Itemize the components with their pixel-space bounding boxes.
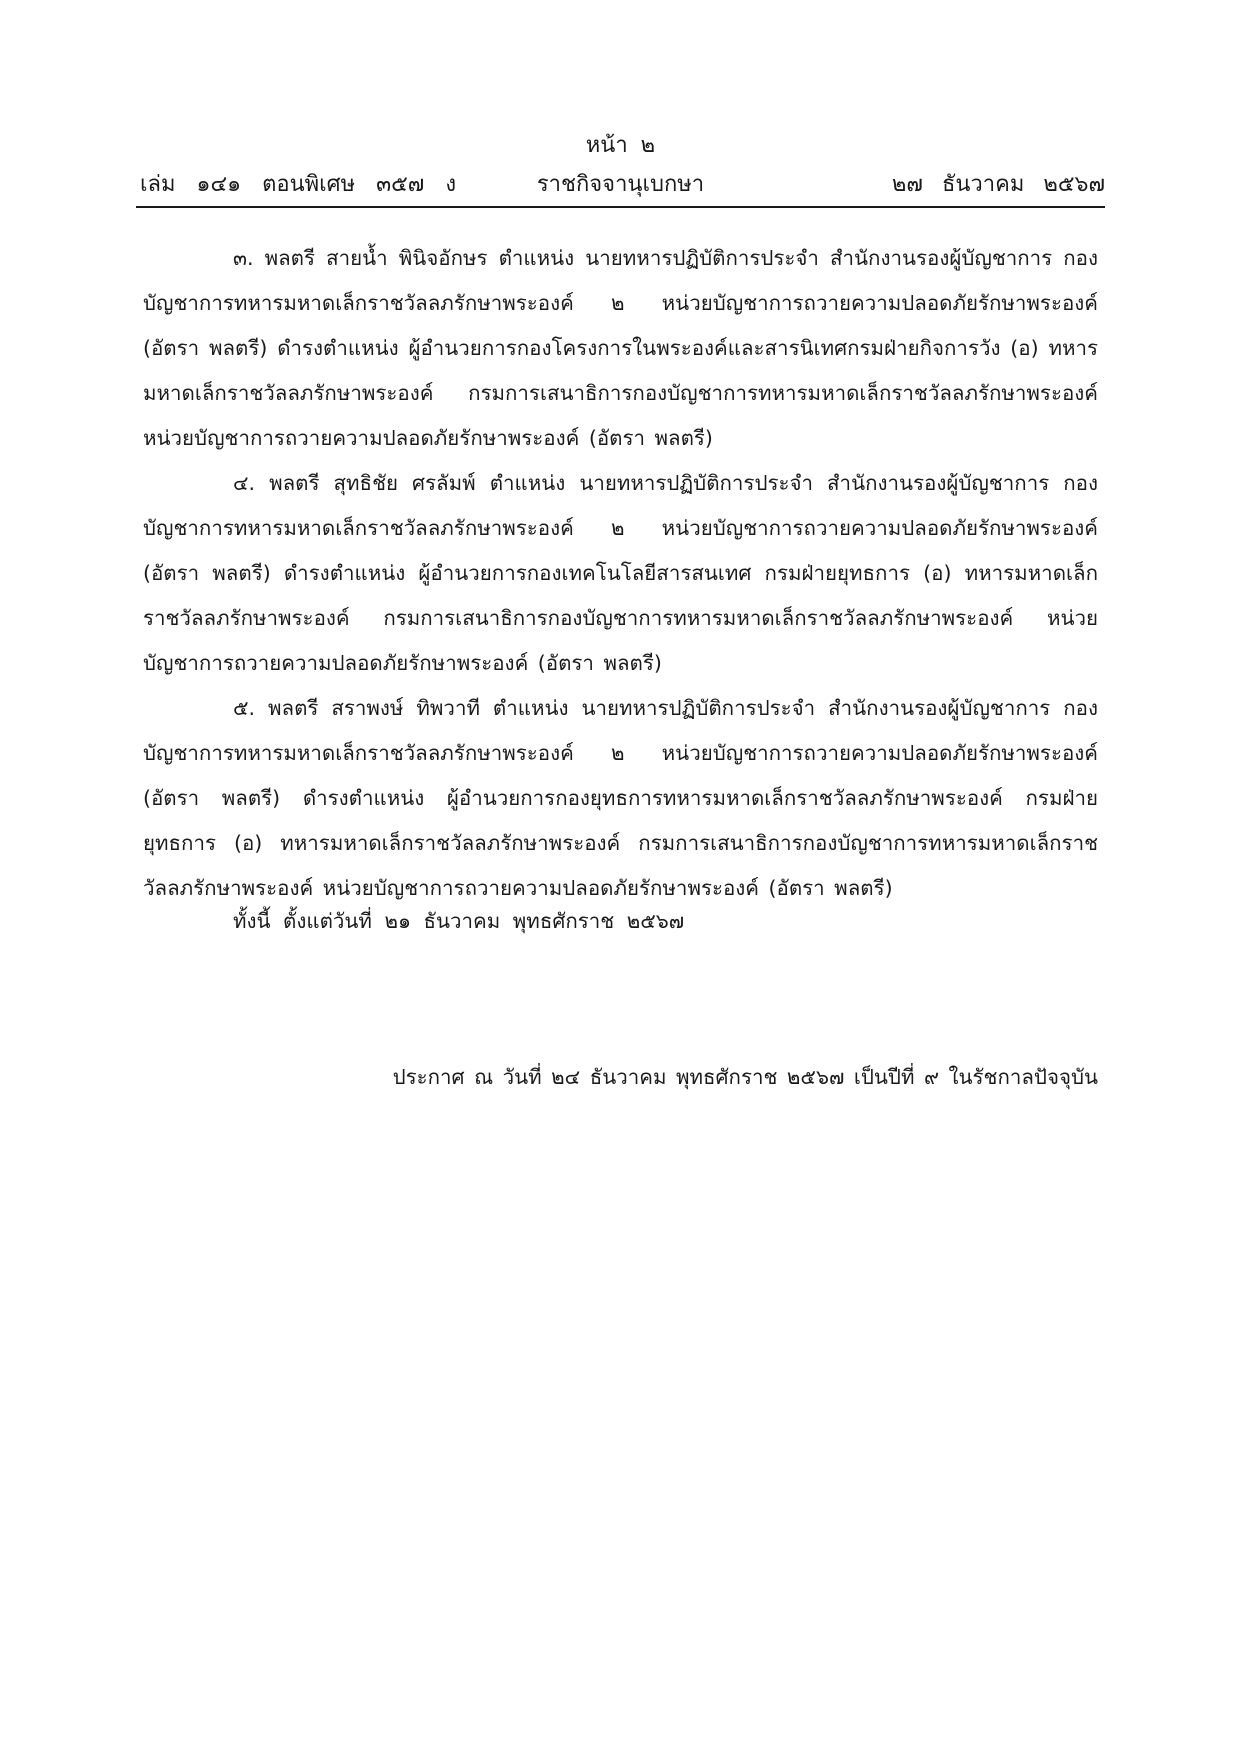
effective-date: ทั้งนี้ ตั้งแต่วันที่ ๒๑ ธันวาคม พุทธศักราช ๒๕๖๗ (233, 909, 685, 933)
appointment-item-5: ๕. พลตรี สราพงษ์ ทิพวาที ตำแหน่ง นายทหารปฏิบัติการประจำ สำนักงานรองผู้บัญชาการ กองบัญชาการทหารมหาดเล็กราชวัลลภรักษาพระองค์ ๒ หน่วยบัญชาการถวายความปลอดภัยรักษาพระองค์ (อัตรา พลตรี) ดำรงตำแหน่ง ผู้อำนวยการกองยุทธการทหารมหาดเล็กราชวัลลภรักษาพระองค์ กรมฝ่ายยุทธการ (อ) ทหารมหาดเล็กราชวัลลภรักษาพระองค์ กรมการเสนาธิการกองบัญชาการทหารมหาดเล็กราชวัลลภรักษาพระองค์ หน่วยบัญชาการถวายความปลอดภัยรักษาพระองค์ (อัตรา พลตรี) (143, 696, 1098, 900)
publication-title: ราชกิจจานุเบกษา (536, 172, 705, 197)
page-number: หน้า ๒ (585, 133, 656, 158)
document-body (143, 236, 1098, 937)
appointment-item-3: ๓. พลตรี สายน้ำ พินิจอักษร ตำแหน่ง นายทหารปฏิบัติการประจำ สำนักงานรองผู้บัญชาการ กองบัญชาการทหารมหาดเล็กราชวัลลภรักษาพระองค์ ๒ หน่วยบัญชาการถวายความปลอดภัยรักษาพระองค์ (อัตรา พลตรี) ดำรงตำแหน่ง ผู้อำนวยการกองโครงการในพระองค์และสารนิเทศกรมฝ่ายกิจการวัง (อ) ทหารมหาดเล็กราชวัลลภรักษาพระองค์ กรมการเสนาธิการกองบัญชาการทหารมหาดเล็กราชวัลลภรักษาพระองค์ หน่วยบัญชาการถวายความปลอดภัยรักษาพระองค์ (อัตรา พลตรี) (143, 246, 1098, 450)
announcement-line: ประกาศ ณ วันที่ ๒๔ ธันวาคม พุทธศักราช ๒๕๖๗ เป็นปีที่ ๙ ในรัชกาลปัจจุบัน (392, 1065, 1098, 1089)
volume-info: เล่ม ๑๔๑ ตอนพิเศษ ๓๕๗ ง (140, 172, 457, 197)
appointment-item-4: ๔. พลตรี สุทธิชัย ศรลัมพ์ ตำแหน่ง นายทหารปฏิบัติการประจำ สำนักงานรองผู้บัญชาการ กองบัญชาการทหารมหาดเล็กราชวัลลภรักษาพระองค์ ๒ หน่วยบัญชาการถวายความปลอดภัยรักษาพระองค์ (อัตรา พลตรี) ดำรงตำแหน่ง ผู้อำนวยการกองเทคโนโลยีสารสนเทศ กรมฝ่ายยุทธการ (อ) ทหารมหาดเล็กราชวัลลภรักษาพระองค์ กรมการเสนาธิการกองบัญชาการทหารมหาดเล็กราชวัลลภรักษาพระองค์ หน่วยบัญชาการถวายความปลอดภัยรักษาพระองค์ (อัตรา พลตรี) (143, 471, 1098, 675)
publication-date: ๒๗ ธันวาคม ๒๕๖๗ (891, 172, 1105, 197)
header-divider (136, 206, 1105, 208)
